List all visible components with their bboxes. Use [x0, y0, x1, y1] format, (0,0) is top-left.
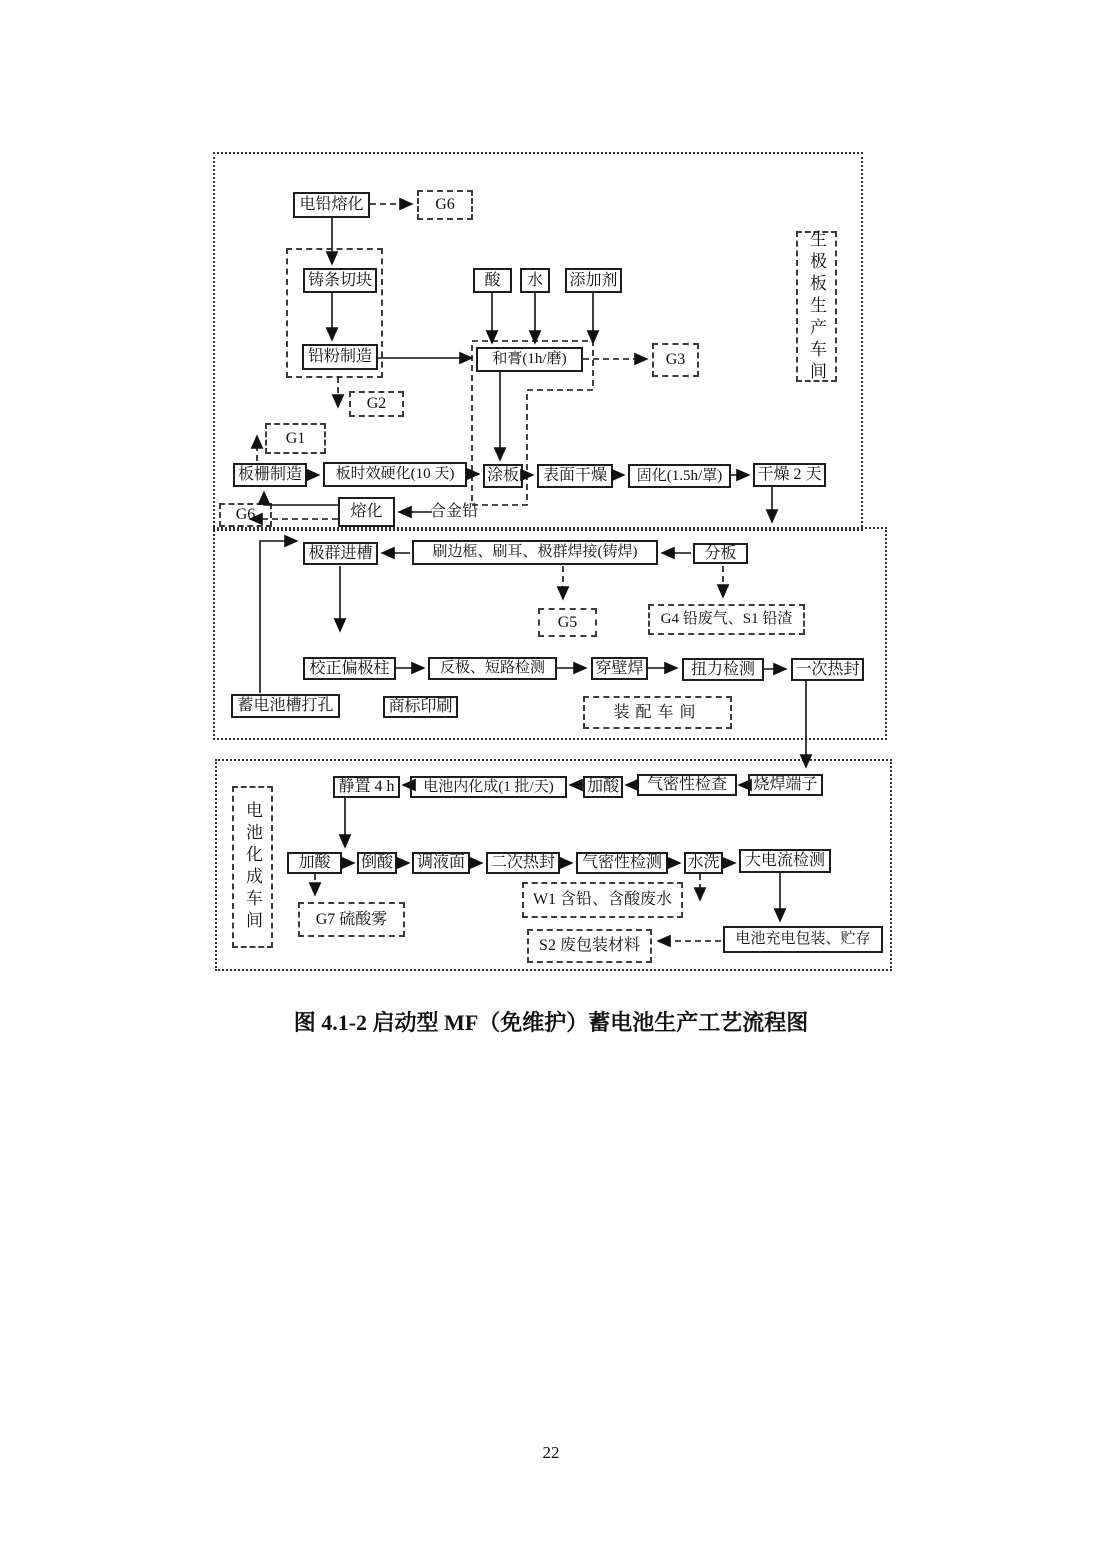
- node-wall-weld: 穿壁焊: [591, 657, 648, 680]
- node-air-test: 气密性检测: [576, 852, 668, 874]
- node-rest: 静置 4 h: [333, 776, 400, 798]
- figure-caption: 图 4.1-2 启动型 MF（免维护）蓄电池生产工艺流程图: [293, 1010, 809, 1035]
- node-polarity-test: 反极、短路检测: [428, 657, 557, 680]
- node-surface-dry: 表面干燥: [537, 464, 613, 488]
- node-g6-top: G6: [417, 190, 473, 220]
- node-pour-acid: 倒酸: [357, 852, 397, 874]
- node-add-acid-2: 加酸: [287, 852, 342, 874]
- node-g4-s1: G4 铅废气、S1 铅渣: [648, 604, 805, 635]
- node-g6-left: G6: [219, 503, 272, 527]
- node-aging: 板时效硬化(10 天): [323, 462, 467, 487]
- node-add-acid-1: 加酸: [583, 776, 623, 798]
- node-case-punch: 蓄电池槽打孔: [231, 694, 340, 718]
- page-number: 22: [542, 1443, 560, 1462]
- node-additive: 添加剂: [565, 268, 622, 293]
- node-second-seal: 二次热封: [486, 852, 560, 874]
- node-torque-test: 扭力检测: [682, 658, 764, 681]
- label-formation-workshop: 电池化成车间: [232, 786, 273, 948]
- node-lead-powder: 铅粉制造: [302, 344, 378, 370]
- node-acid: 酸: [473, 268, 512, 293]
- node-align-pole: 校正偏极柱: [303, 657, 396, 680]
- node-terminal-weld: 烧焊端子: [748, 774, 823, 796]
- node-g3: G3: [652, 343, 699, 377]
- node-drying: 干燥 2 天: [753, 463, 826, 487]
- node-water: 水: [520, 268, 550, 293]
- node-internal-formation: 电池内化成(1 批/天): [410, 776, 567, 798]
- label-assembly-workshop: 装配车间: [583, 696, 732, 729]
- node-paste-mix: 和膏(1h/磨): [476, 347, 583, 372]
- node-pasting: 涂板: [483, 464, 523, 488]
- node-brush-weld: 刷边框、刷耳、极群焊接(铸焊): [412, 540, 658, 565]
- label-alloy-lead: 合金铅: [430, 503, 479, 520]
- node-melt-electric-lead: 电铅熔化: [293, 192, 370, 218]
- label-plate-workshop: 生极板生产车间: [796, 231, 837, 382]
- node-current-test: 大电流检测: [739, 849, 831, 873]
- node-air-check: 气密性检查: [637, 774, 737, 796]
- node-s2: S2 废包装材料: [527, 929, 652, 963]
- node-g1: G1: [265, 423, 326, 454]
- node-water-wash: 水洗: [684, 852, 723, 874]
- node-charge-pack: 电池充电包装、贮存: [723, 926, 883, 953]
- node-grid-casting: 板栅制造: [233, 463, 307, 487]
- node-g5: G5: [538, 608, 597, 637]
- node-g2: G2: [349, 391, 404, 417]
- node-curing: 固化(1.5h/罩): [628, 464, 731, 488]
- node-group-insert: 极群进槽: [303, 542, 378, 565]
- node-label-print: 商标印刷: [383, 696, 458, 718]
- node-first-seal: 一次热封: [791, 658, 864, 681]
- node-melting: 熔化: [338, 497, 395, 527]
- node-g7: G7 硫酸雾: [298, 902, 405, 937]
- node-plate-split: 分板: [693, 543, 748, 564]
- node-w1: W1 含铅、含酸废水: [522, 882, 683, 918]
- node-cast-cut: 铸条切块: [303, 268, 377, 293]
- node-level-adjust: 调液面: [412, 852, 470, 874]
